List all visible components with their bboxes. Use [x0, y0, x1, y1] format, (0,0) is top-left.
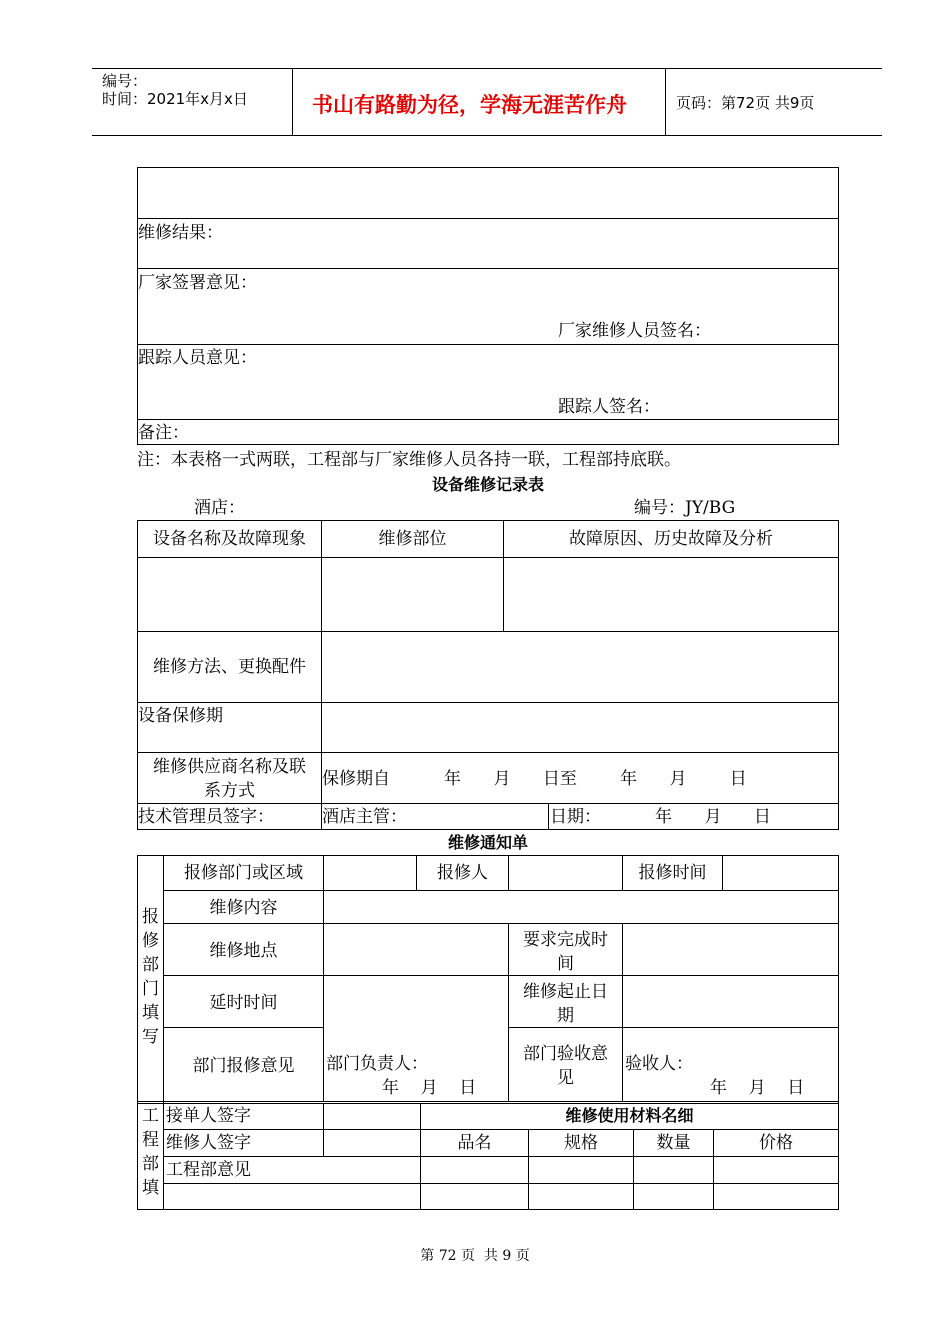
supplier-label-2: 系方式: [204, 781, 255, 801]
required-time-label-2: 间: [557, 954, 574, 974]
reporter-label: 报修人: [437, 863, 488, 883]
warranty-label: 设备保修期: [138, 706, 223, 726]
record-number: 编号：JY/BG: [634, 498, 736, 518]
tracker-sign-label: 跟踪人签名：: [558, 397, 660, 417]
delay-time-label: 延时时间: [209, 993, 278, 1013]
hotel-manager-label: 酒店主管：: [322, 807, 407, 827]
repair-result-label: 维修结果：: [138, 223, 223, 243]
acceptor-label: 验收人：: [625, 1054, 693, 1074]
start-end-label-2: 期: [557, 1006, 574, 1026]
col-equipment-fault: 设备名称及故障现象: [153, 529, 306, 549]
required-time-label-1: 要求完成时: [523, 930, 608, 950]
dept-head-date: 年 月 日: [382, 1078, 477, 1098]
dept-head-label: 部门负责人：: [326, 1054, 428, 1074]
dept-opinion-label: 部门报修意见: [192, 1056, 295, 1076]
record-hotel-label: 酒店：: [194, 498, 245, 518]
repair-content-label: 维修内容: [209, 898, 278, 918]
eng-opinion-label: 工程部意见: [166, 1160, 251, 1180]
col-repair-part: 维修部位: [378, 529, 447, 549]
repairer-sign-label: 维修人签字: [166, 1133, 251, 1153]
tech-sign-label: 技术管理员签字：: [138, 807, 274, 827]
materials-title: 维修使用材料名细: [565, 1106, 694, 1125]
receiver-sign-label: 接单人签字: [166, 1106, 251, 1126]
footer-page: 第 72 页 共 9 页: [420, 1248, 530, 1264]
table-note: 注：本表格一式两联，工程部与厂家维修人员各持一联，工程部持底联。: [137, 450, 681, 470]
notice-title: 维修通知单: [447, 833, 528, 852]
col-cause-analysis: 故障原因、历史故障及分析: [569, 529, 773, 549]
tracker-opinion-label: 跟踪人员意见：: [138, 348, 257, 368]
eng-side-label: 工 程 部 填: [142, 1106, 159, 1198]
remark-label: 备注：: [138, 423, 189, 443]
warranty-period: 保修期自 年 月 日至 年 月 日: [322, 769, 747, 789]
header-top-rule: [92, 68, 882, 69]
start-end-label-1: 维修起止日: [523, 982, 608, 1002]
repair-method-label: 维修方法、更换配件: [153, 657, 306, 677]
report-time-label: 报修时间: [638, 863, 707, 883]
header-bottom-rule: [92, 135, 882, 136]
accept-opinion-label-2: 见: [557, 1068, 574, 1088]
notice-side-label: 报 修 部 门 填 写: [142, 907, 159, 1047]
acceptor-date: 年 月 日: [710, 1078, 805, 1098]
material-qty-header: 数量: [656, 1133, 691, 1153]
header-time: 时间：2021年x月x日: [102, 90, 248, 108]
header-divider-2: [665, 68, 666, 136]
header-page: 页码：第72页 共9页: [676, 94, 815, 112]
record-date: 日期： 年 月 日: [550, 807, 771, 827]
repair-location-label: 维修地点: [209, 941, 278, 961]
material-name-header: 品名: [457, 1133, 492, 1153]
supplier-label-1: 维修供应商名称及联: [153, 757, 306, 777]
material-spec-header: 规格: [564, 1133, 598, 1153]
vendor-sign-label: 厂家维修人员签名：: [558, 321, 711, 341]
material-price-header: 价格: [759, 1133, 793, 1153]
vendor-opinion-label: 厂家签署意见：: [138, 273, 257, 293]
accept-opinion-label-1: 部门验收意: [523, 1044, 608, 1064]
header-divider-1: [292, 68, 293, 136]
header-motto: 书山有路勤为径，学海无涯苦作舟: [312, 93, 627, 117]
header-number: 编号：: [102, 72, 148, 90]
dept-area-label: 报修部门或区域: [184, 863, 303, 883]
record-title: 设备维修记录表: [431, 475, 544, 494]
